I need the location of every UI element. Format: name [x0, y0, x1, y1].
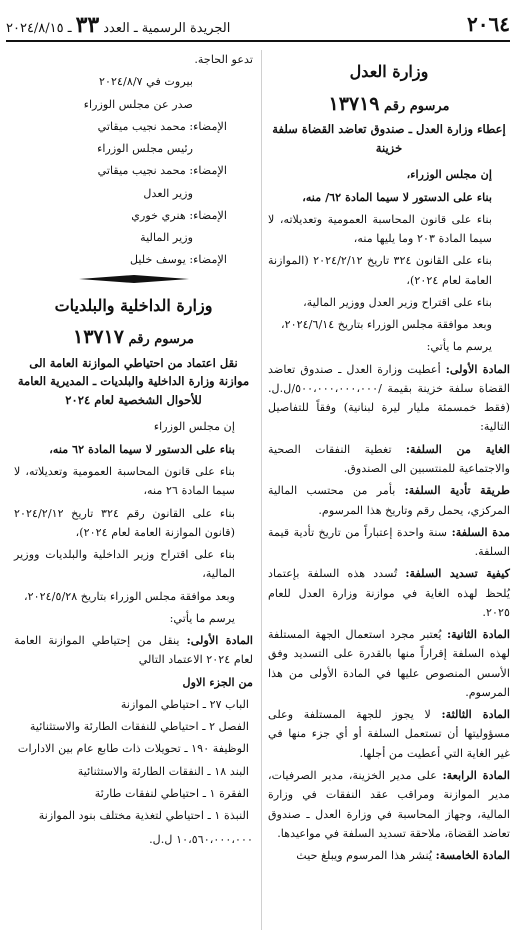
body-paragraph	[14, 417, 253, 436]
signatory-title: رئيس مجلس الوزراء	[97, 142, 193, 156]
decree-number: ١٣٧١٩	[328, 92, 380, 115]
signature-line: الإمضاء: محمد نجيب ميقاتي	[97, 119, 227, 133]
signatory-title: وزير المالية	[140, 231, 193, 245]
columns	[6, 50, 510, 930]
budget-line: النبذة ١ ـ احتياطي لتغذية مختلف بنود الموازنة	[38, 809, 249, 823]
place-date: بيروت في ٢٠٢٤/٨/٧	[99, 75, 193, 89]
issue-date: ـ ٢٠٢٤/٨/١٥	[6, 21, 72, 36]
paragraph-text: سنة واحدة إعتباراً من تاريخ تأدية قيمة السلفة.	[268, 525, 510, 559]
signature-line: الإمضاء: يوسف خليل	[129, 253, 227, 267]
paragraph-text: بأمر من محتسب المالية المركزي، يحمل رقم وتاريخ هذا المرسوم.	[268, 484, 510, 517]
body-paragraph	[14, 587, 253, 606]
paragraph-text: على مدير الخزينة، مدير الصرفيات، مدير الموازنة ومراقب عقد النفقات في وزارة المالية، وجهاز المحاسبة في وزارة العدل ـ صندوق تعاضد القضاة، ملاحقة تسديد السلفة في مواعيدها.	[268, 768, 510, 840]
left-column	[14, 50, 262, 930]
decree-subject: نقل اعتماد من احتياطي الموازنة العامة الى موازنة وزارة الداخلية والبلديات ـ المديرية العامة للأحوال الشخصية لعام ٢٠٢٤	[17, 355, 250, 407]
article-label: المادة الأولى:	[445, 361, 510, 376]
ministry-title: وزارة الداخلية والبلديات	[54, 295, 213, 315]
body-paragraph	[268, 315, 510, 334]
article-paragraph	[268, 523, 510, 562]
paragraph-text: تغطية النفقات الصحية والاجتماعية للمنتسبين الى الصندوق.	[268, 442, 510, 475]
continuation-text: تدعو الحاجة.	[194, 53, 253, 66]
gazette-issue-info	[6, 14, 230, 36]
article-label: المادة الثانية:	[447, 627, 510, 642]
paragraph-text: إن مجلس الوزراء،	[406, 167, 492, 182]
decree-body	[14, 417, 253, 669]
paragraph-text: إن مجلس الوزراء	[153, 420, 235, 434]
page-header	[6, 6, 510, 42]
article-paragraph	[268, 625, 510, 702]
paragraph-text: بناء على القانون ٣٢٤ تاريخ ٢٠٢٤/٢/١٢ (الموازنة العامة لعام ٢٠٢٤)،	[268, 254, 493, 287]
paragraph-text: أعطيت وزارة العدل ـ صندوق تعاضد القضاة سلفة خزينة بقيمة /٥٠٠،٠٠٠،٠٠٠،٠٠٠/ل.ل. (فقط خمسمئة مليار ليرة لبنانية) وفقاً للتفاصيل التالية:	[268, 362, 510, 434]
paragraph-text: لا يجوز للجهة المستلفة وعلى مسؤوليتها أن تستعمل السلفة أو أي جزء منها في غير الغاية التي أعطيت من أجلها.	[268, 708, 510, 760]
paragraph-text: بناء على اقتراح وزير العدل ووزير المالية،	[303, 295, 492, 309]
paragraph-text: يرسم ما يأتي:	[426, 340, 492, 354]
paragraph-text: ينقل من إحتياطي الموازنة العامة لعام ٢٠٢٤ الاعتماد التالي	[14, 634, 253, 667]
paragraph-text: تُسدد هذه السلفة بإعتماد يُلحظ لهذه الغاية في موازنة وزارة العدل للعام ٢٠٢٥.	[268, 567, 510, 619]
body-paragraph	[268, 337, 510, 356]
article-paragraph	[268, 481, 510, 520]
body-paragraph	[14, 609, 253, 628]
part-heading: من الجزء الاول	[182, 674, 253, 689]
article-label: كيفية تسديد السلفة:	[405, 566, 510, 581]
paragraph-text: بناء على الدستور لا سيما المادة ٦٢/ منه،	[302, 189, 492, 204]
paragraph-text: بناء على الدستور لا سيما المادة ٦٢ منه،	[49, 441, 235, 456]
body-paragraph	[14, 545, 253, 584]
body-paragraph	[268, 210, 510, 249]
article-paragraph	[14, 631, 253, 670]
body-paragraph	[14, 462, 253, 501]
body-paragraph	[14, 440, 253, 459]
article-paragraph	[268, 564, 510, 622]
issue-number: ٣٣	[75, 12, 100, 38]
ministry-title: وزارة العدل	[349, 62, 429, 81]
body-paragraph	[14, 504, 253, 543]
body-paragraph	[268, 251, 510, 290]
article-label: المادة الخامسة:	[435, 848, 510, 863]
decree-heading	[14, 321, 253, 354]
decree-prefix: مرسوم رقم	[384, 98, 450, 114]
article-label: الغاية من السلفة:	[405, 441, 510, 456]
right-column	[262, 50, 510, 930]
article-paragraph	[268, 440, 510, 479]
signatory-title: وزير العدل	[143, 186, 193, 200]
paragraph-text: وبعد موافقة مجلس الوزراء بتاريخ ٢٠٢٤/٦/١٤،	[281, 318, 492, 332]
decree-prefix: مرسوم رقم	[128, 332, 195, 348]
decree-heading	[268, 88, 510, 121]
budget-line: الفصل ٢ ـ احتياطي للنفقات الطارئة والاستثنائية	[29, 720, 249, 734]
article-label: المادة الثالثة:	[441, 707, 510, 722]
article-label: طريقة تأدية السلفة:	[404, 483, 511, 498]
body-paragraph	[268, 293, 510, 312]
signature-line: الإمضاء: هنري خوري	[131, 208, 227, 222]
gazette-name: الجريدة الرسمية ـ العدد	[103, 21, 231, 36]
page-number: ٢٠٦٤	[467, 12, 510, 36]
budget-line: الفقرة ١ ـ احتياطي لنفقات طارئة	[94, 787, 249, 800]
divider-ornament	[79, 274, 189, 284]
signature-line: الإمضاء: محمد نجيب ميقاتي	[97, 164, 227, 178]
article-paragraph	[268, 360, 510, 437]
paragraph-text: بناء على قانون المحاسبة العمومية وتعديلاته، لا سيما المادة ٢٠٣ وما يليها منه،	[268, 212, 492, 246]
article-label: المادة الأولى:	[186, 633, 253, 648]
article-label: مدة السلفة:	[451, 524, 510, 539]
paragraph-text: بناء على قانون المحاسبة العمومية وتعديلاته، لا سيما المادة ٢٦ منه،	[14, 465, 235, 498]
article-label: المادة الرابعة:	[442, 767, 510, 782]
paragraph-text: يُعتبر مجرد استعمال الجهة المستلفة لهذه السلفة إقراراً منها بالقدرة على التسديد وفق الأسس المنصوص عليها في المادة الأولى من هذا المرسوم.	[268, 628, 510, 699]
decree-subject: إعطاء وزارة العدل ـ صندوق تعاضد القضاة سلفة خزينة	[272, 122, 506, 155]
paragraph-text: يُنشر هذا المرسوم ويبلغ حيث	[296, 849, 436, 863]
budget-line: البند ١٨ ـ النفقات الطارئة والاستثنائية	[77, 764, 249, 778]
article-paragraph	[268, 766, 510, 843]
paragraph-text: بناء على القانون رقم ٣٢٤ تاريخ ٢٠٢٤/٢/١٢ (قانون الموازنة العامة لعام ٢٠٢٤)،	[14, 506, 235, 539]
paragraph-text: بناء على اقتراح وزير الداخلية والبلديات ووزير المالية،	[14, 548, 235, 581]
budget-lines	[14, 695, 253, 826]
transfer-amount: ١٠،٥٦٠،٠٠٠،٠٠٠ ل.ل.	[149, 832, 253, 846]
paragraph-text: وبعد موافقة مجلس الوزراء بتاريخ ٢٠٢٤/٥/٢٨،	[24, 589, 235, 603]
article-paragraph	[268, 846, 510, 865]
section-divider	[14, 274, 253, 284]
budget-line: الوظيفة ١٩٠ ـ تحويلات ذات طابع عام بين الادارات	[17, 742, 249, 756]
body-paragraph	[268, 165, 510, 184]
decree-number: ١٣٧١٧	[72, 326, 125, 349]
article-paragraph	[268, 705, 510, 763]
decree-body	[268, 165, 510, 865]
budget-line: الباب ٢٧ ـ احتياطي الموازنة	[120, 697, 249, 711]
issued-by: صدر عن مجلس الوزراء	[83, 97, 193, 111]
body-paragraph	[268, 188, 510, 207]
paragraph-text: يرسم ما يأتي:	[169, 611, 235, 625]
